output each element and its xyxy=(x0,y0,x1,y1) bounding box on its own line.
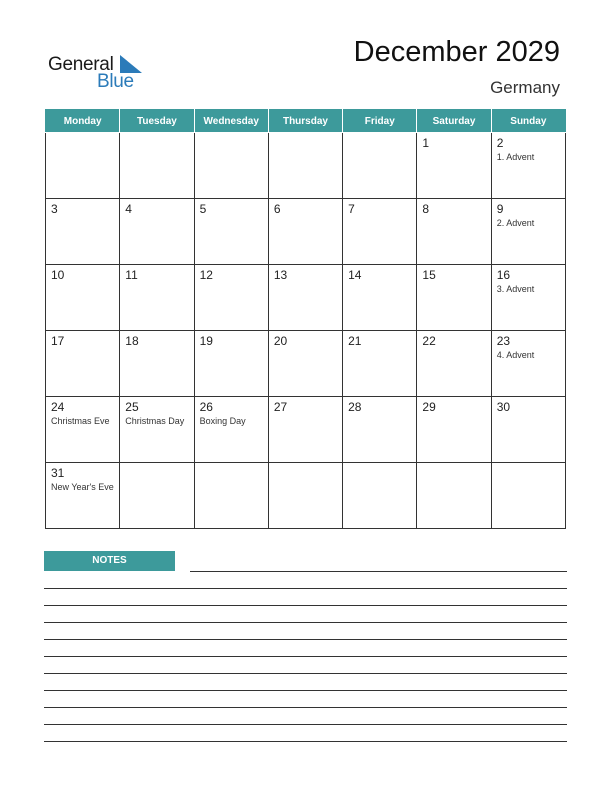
day-cell xyxy=(491,331,565,397)
notes-line xyxy=(44,690,567,691)
day-cell-content xyxy=(46,397,119,427)
day-number: 1 xyxy=(422,136,430,150)
week-row xyxy=(46,331,566,397)
weekday-header-row xyxy=(46,110,566,133)
weekday-header: Wednesday xyxy=(194,110,268,133)
day-cell xyxy=(194,397,268,463)
day-cell-content xyxy=(46,133,119,136)
day-cell xyxy=(120,463,194,529)
day-number: 20 xyxy=(273,334,288,348)
day-cell xyxy=(417,133,491,199)
day-cell xyxy=(491,199,565,265)
calendar-title: December 2029 xyxy=(353,36,560,68)
day-cell-content xyxy=(120,331,193,348)
holiday-label: 4. Advent xyxy=(496,350,535,360)
day-cell xyxy=(417,331,491,397)
holiday-label: New Year's Eve xyxy=(51,482,114,492)
day-cell-content xyxy=(492,133,565,163)
day-cell-content xyxy=(269,463,342,466)
holiday-label: 2. Advent xyxy=(496,218,535,228)
day-cell xyxy=(120,397,194,463)
day-cell xyxy=(417,397,491,463)
day-cell xyxy=(46,397,120,463)
week-row xyxy=(46,463,566,529)
day-cell xyxy=(491,463,565,529)
day-cell-content xyxy=(269,133,342,136)
holiday-label: 3. Advent xyxy=(496,284,535,294)
day-cell xyxy=(343,397,417,463)
week-row xyxy=(46,199,566,265)
day-cell-content xyxy=(195,463,268,466)
day-cell-content xyxy=(120,463,193,466)
week-row xyxy=(46,397,566,463)
day-number: 22 xyxy=(422,334,436,348)
day-cell-content xyxy=(492,265,565,295)
day-cell-content xyxy=(46,331,119,348)
day-number: 25 xyxy=(125,400,139,414)
day-cell-content xyxy=(120,265,193,282)
day-cell xyxy=(194,199,268,265)
day-cell xyxy=(194,265,268,331)
day-cell xyxy=(343,265,417,331)
day-number: 7 xyxy=(348,202,355,216)
day-number: 19 xyxy=(199,334,213,348)
day-cell-content xyxy=(417,463,490,466)
day-number: 28 xyxy=(348,400,362,414)
day-cell-content xyxy=(120,199,193,216)
brand-logo xyxy=(48,54,158,94)
day-number: 10 xyxy=(51,268,65,282)
day-cell xyxy=(343,463,417,529)
day-cell-content xyxy=(417,265,490,282)
day-number: 13 xyxy=(273,268,288,282)
day-number: 8 xyxy=(422,202,430,216)
notes-line xyxy=(44,741,567,742)
day-cell-content xyxy=(417,199,490,216)
day-cell-content xyxy=(269,397,342,414)
day-cell xyxy=(417,463,491,529)
notes-header: NOTES xyxy=(44,551,175,571)
day-cell-content xyxy=(46,265,119,282)
day-cell-content xyxy=(46,463,119,493)
day-cell-content xyxy=(492,331,565,361)
brand-name-blue: Blue xyxy=(97,71,134,92)
day-cell xyxy=(343,199,417,265)
holiday-label: Christmas Eve xyxy=(51,416,110,426)
day-number: 5 xyxy=(199,202,207,216)
day-number: 2 xyxy=(496,136,504,150)
weekday-header: Tuesday xyxy=(120,110,194,133)
day-cell xyxy=(46,265,120,331)
day-number: 17 xyxy=(51,334,65,348)
holiday-label: Boxing Day xyxy=(199,416,246,426)
notes-line xyxy=(44,673,567,674)
day-number: 14 xyxy=(348,268,362,282)
day-cell xyxy=(120,331,194,397)
day-cell xyxy=(46,133,120,199)
day-number: 3 xyxy=(51,202,58,216)
day-cell xyxy=(194,331,268,397)
day-number: 23 xyxy=(496,334,511,348)
day-cell xyxy=(417,265,491,331)
day-cell-content xyxy=(343,463,416,466)
day-cell-content xyxy=(269,265,342,282)
holiday-label: Christmas Day xyxy=(125,416,185,426)
day-cell xyxy=(194,133,268,199)
day-number: 29 xyxy=(422,400,436,414)
calendar-body xyxy=(46,133,566,529)
day-cell xyxy=(268,199,342,265)
calendar-country: Germany xyxy=(490,78,560,97)
day-cell-content xyxy=(269,199,342,216)
notes-line xyxy=(44,656,567,657)
day-cell-content xyxy=(195,265,268,282)
day-cell xyxy=(120,265,194,331)
day-number: 30 xyxy=(496,400,511,414)
day-cell xyxy=(268,331,342,397)
weekday-header: Thursday xyxy=(268,110,342,133)
day-number: 12 xyxy=(199,268,213,282)
notes-line xyxy=(44,588,567,589)
day-cell-content xyxy=(46,199,119,216)
notes-line xyxy=(44,707,567,708)
day-cell-content xyxy=(417,133,490,150)
day-cell xyxy=(268,265,342,331)
day-cell xyxy=(491,133,565,199)
day-cell-content xyxy=(195,397,268,427)
day-cell-content xyxy=(343,199,416,216)
day-cell xyxy=(46,463,120,529)
day-number: 24 xyxy=(51,400,65,414)
day-cell xyxy=(491,397,565,463)
weekday-header: Saturday xyxy=(417,110,491,133)
day-cell-content xyxy=(195,331,268,348)
notes-line xyxy=(44,724,567,725)
day-number: 27 xyxy=(273,400,288,414)
day-cell-content xyxy=(417,331,490,348)
day-number: 26 xyxy=(199,400,213,414)
day-cell-content xyxy=(417,397,490,414)
day-cell xyxy=(343,133,417,199)
day-number: 31 xyxy=(51,466,65,480)
day-number: 16 xyxy=(496,268,511,282)
day-number: 11 xyxy=(125,268,138,282)
day-cell xyxy=(194,463,268,529)
day-cell xyxy=(46,199,120,265)
day-number: 4 xyxy=(125,202,132,216)
brand-name-general: General xyxy=(48,54,114,75)
day-cell-content xyxy=(195,199,268,216)
weekday-header: Monday xyxy=(46,110,120,133)
week-row xyxy=(46,133,566,199)
day-cell xyxy=(268,397,342,463)
day-cell-content xyxy=(492,463,565,466)
day-cell xyxy=(491,265,565,331)
day-cell xyxy=(417,199,491,265)
day-number: 21 xyxy=(348,334,362,348)
day-number: 18 xyxy=(125,334,139,348)
notes-line xyxy=(44,639,567,640)
day-cell xyxy=(120,133,194,199)
weekday-header: Friday xyxy=(343,110,417,133)
notes-line xyxy=(190,571,567,572)
day-cell-content xyxy=(492,397,565,414)
day-cell-content xyxy=(343,397,416,414)
day-cell xyxy=(343,331,417,397)
day-cell xyxy=(120,199,194,265)
day-cell xyxy=(46,331,120,397)
weekday-header: Sunday xyxy=(491,110,565,133)
notes-line xyxy=(44,605,567,606)
day-cell-content xyxy=(120,133,193,136)
day-cell-content xyxy=(195,133,268,136)
day-cell-content xyxy=(120,397,193,427)
day-cell xyxy=(268,133,342,199)
day-number: 15 xyxy=(422,268,436,282)
day-cell-content xyxy=(343,331,416,348)
day-cell-content xyxy=(343,133,416,136)
notes-line xyxy=(44,622,567,623)
holiday-label: 1. Advent xyxy=(496,152,535,162)
day-number: 6 xyxy=(273,202,281,216)
day-cell xyxy=(268,463,342,529)
day-cell-content xyxy=(492,199,565,229)
day-cell-content xyxy=(343,265,416,282)
day-cell-content xyxy=(269,331,342,348)
week-row xyxy=(46,265,566,331)
calendar-grid xyxy=(45,109,566,529)
day-number: 9 xyxy=(496,202,504,216)
